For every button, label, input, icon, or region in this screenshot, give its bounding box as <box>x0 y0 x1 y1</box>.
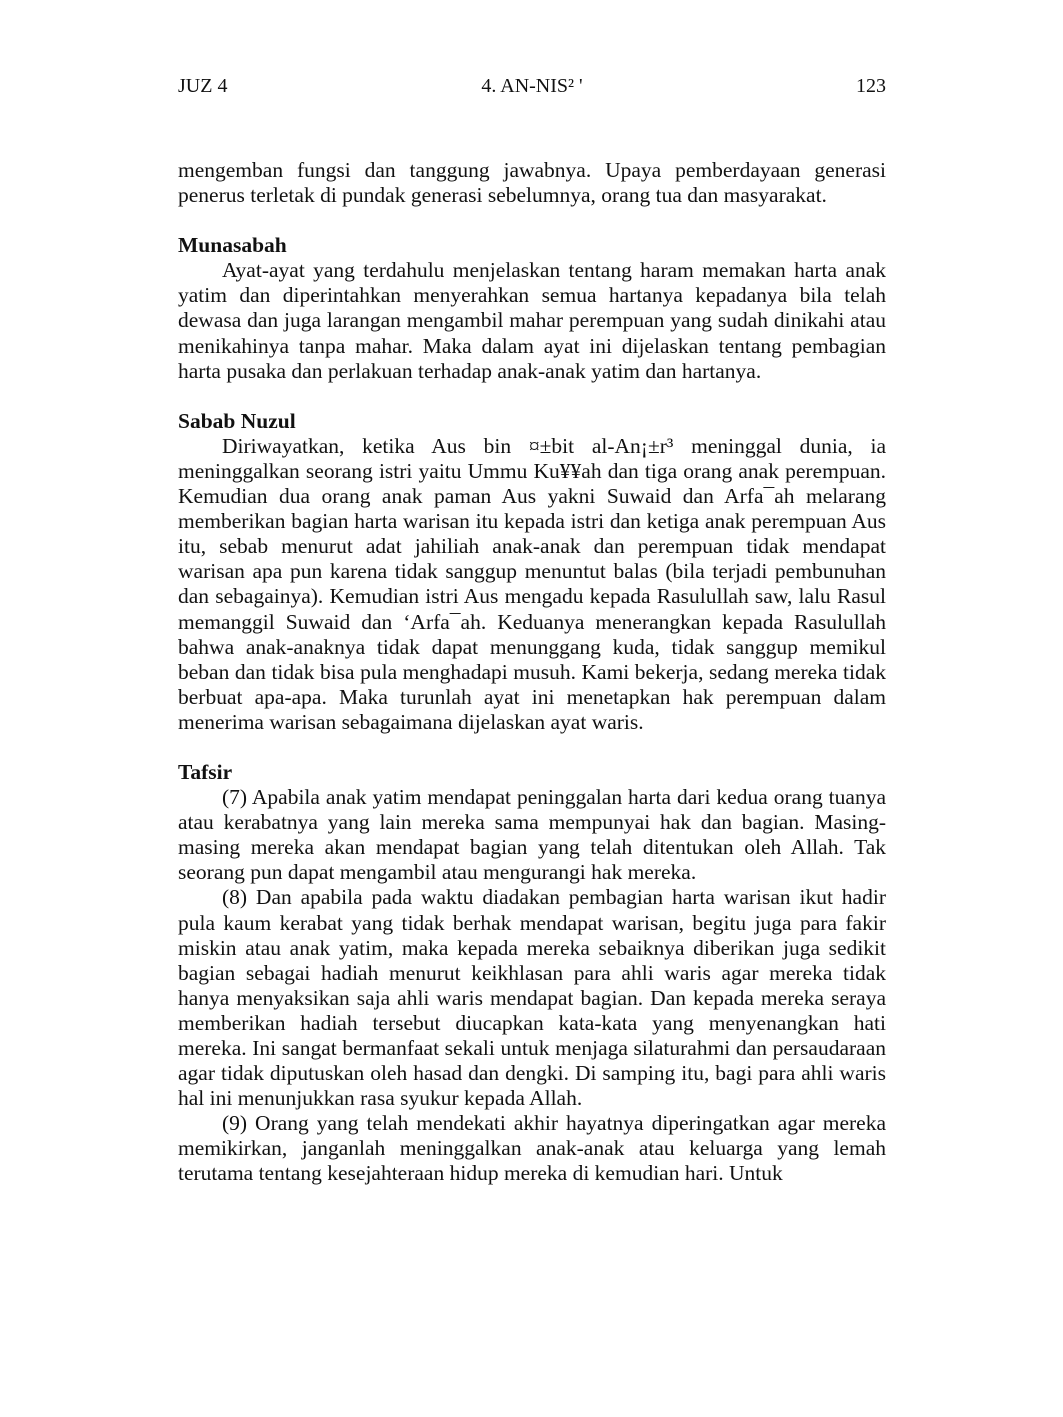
tafsir-paragraph-9: (9) Orang yang telah mendekati akhir hayatnya diperingatkan agar mereka memikirkan, janganlah meninggalkan anak-anak atau keluarga yang lemah terutama tentang kesejahteraan hidup mereka di kemudian hari. Untuk <box>178 1111 886 1186</box>
section-heading-munasabah: Munasabah <box>178 233 287 258</box>
header-juz: JUZ 4 <box>178 75 228 97</box>
munasabah-paragraph: Ayat-ayat yang terdahulu menjelaskan tentang haram memakan harta anak yatim dan diperintahkan menyerahkan semua hartanya kepadanya bila telah dewasa dan juga larangan mengambil mahar perempuan yang sudah dinikahi atau menikahinya tanpa mahar. Maka dalam ayat ini dijelaskan tentang pembagian harta pusaka dan perlakuan terhadap anak-anak yatim dan hartanya. <box>178 258 886 383</box>
page-number: 123 <box>856 75 886 97</box>
section-gap <box>178 208 886 233</box>
section-heading-tafsir: Tafsir <box>178 759 233 784</box>
intro-paragraph: mengemban fungsi dan tanggung jawabnya. Upaya pemberdayaan generasi penerus terletak di pundak generasi sebelumnya, orang tua dan masyarakat. <box>178 158 886 208</box>
section-gap <box>178 384 886 409</box>
section-gap <box>178 735 886 760</box>
body-text <box>178 158 886 1187</box>
tafsir-paragraph-8: (8) Dan apabila pada waktu diadakan pembagian harta warisan ikut hadir pula kaum kerabat yang tidak berhak mendapat warisan, begitu juga para fakir miskin atau anak yatim, maka kepada mereka sebaiknya diberikan juga sedikit bagian sebagai hadiah menurut keikhlasan para ahli waris agar mereka tidak hanya menyaksikan saja ahli waris mendapat bagian. Dan kepada mereka seraya memberikan hadiah tersebut diucapkan kata-kata yang menyenangkan hati mereka. Ini sangat bermanfaat sekali untuk menjaga silaturahmi dan persaudaraan agar tidak diputuskan oleh hasad dan dengki. Di samping itu, bagi para ahli waris hal ini menunjukkan rasa syukur kepada Allah. <box>178 885 886 1111</box>
section-heading-sabab-nuzul: Sabab Nuzul <box>178 408 296 433</box>
running-header <box>178 72 886 100</box>
header-surah-title: 4. AN-NIS² ' <box>481 75 583 97</box>
sabab-nuzul-paragraph: Diriwayatkan, ketika Aus bin ¤±bit al-An¡±r³ meninggal dunia, ia meninggalkan seorang istri yaitu Ummu Ku¥¥ah dan tiga orang anak perempuan. Kemudian dua orang anak paman Aus yakni Suwaid dan Arfa¯ah melarang memberikan bagian harta warisan itu kepada istri dan ketiga anak perempuan Aus itu, sebab menurut adat jahiliah anak-anak dan perempuan tidak mendapat warisan apa pun karena tidak sanggup menuntut balas (bila terjadi pembunuhan dan sebagainya). Kemudian istri Aus mengadu kepada Rasulullah saw, lalu Rasul memanggil Suwaid dan ‘Arfa¯ah. Keduanya menerangkan kepada Rasulullah bahwa anak-anaknya tidak dapat menunggang kuda, tidak sanggup memikul beban dan tidak bisa pula menghadapi musuh. Kami bekerja, sedang mereka tidak berbuat apa-apa. Maka turunlah ayat ini menetapkan hak perempuan dalam menerima warisan sebagaimana dijelaskan ayat waris. <box>178 433 886 734</box>
tafsir-paragraph-7: (7) Apabila anak yatim mendapat peninggalan harta dari kedua orang tuanya atau kerabatnya yang lain mereka sama mempunyai hak dan bagian. Masing-masing mereka akan mendapat bagian yang telah ditentukan oleh Allah. Tak seorang pun dapat mengambil atau mengurangi hak mereka. <box>178 785 886 885</box>
